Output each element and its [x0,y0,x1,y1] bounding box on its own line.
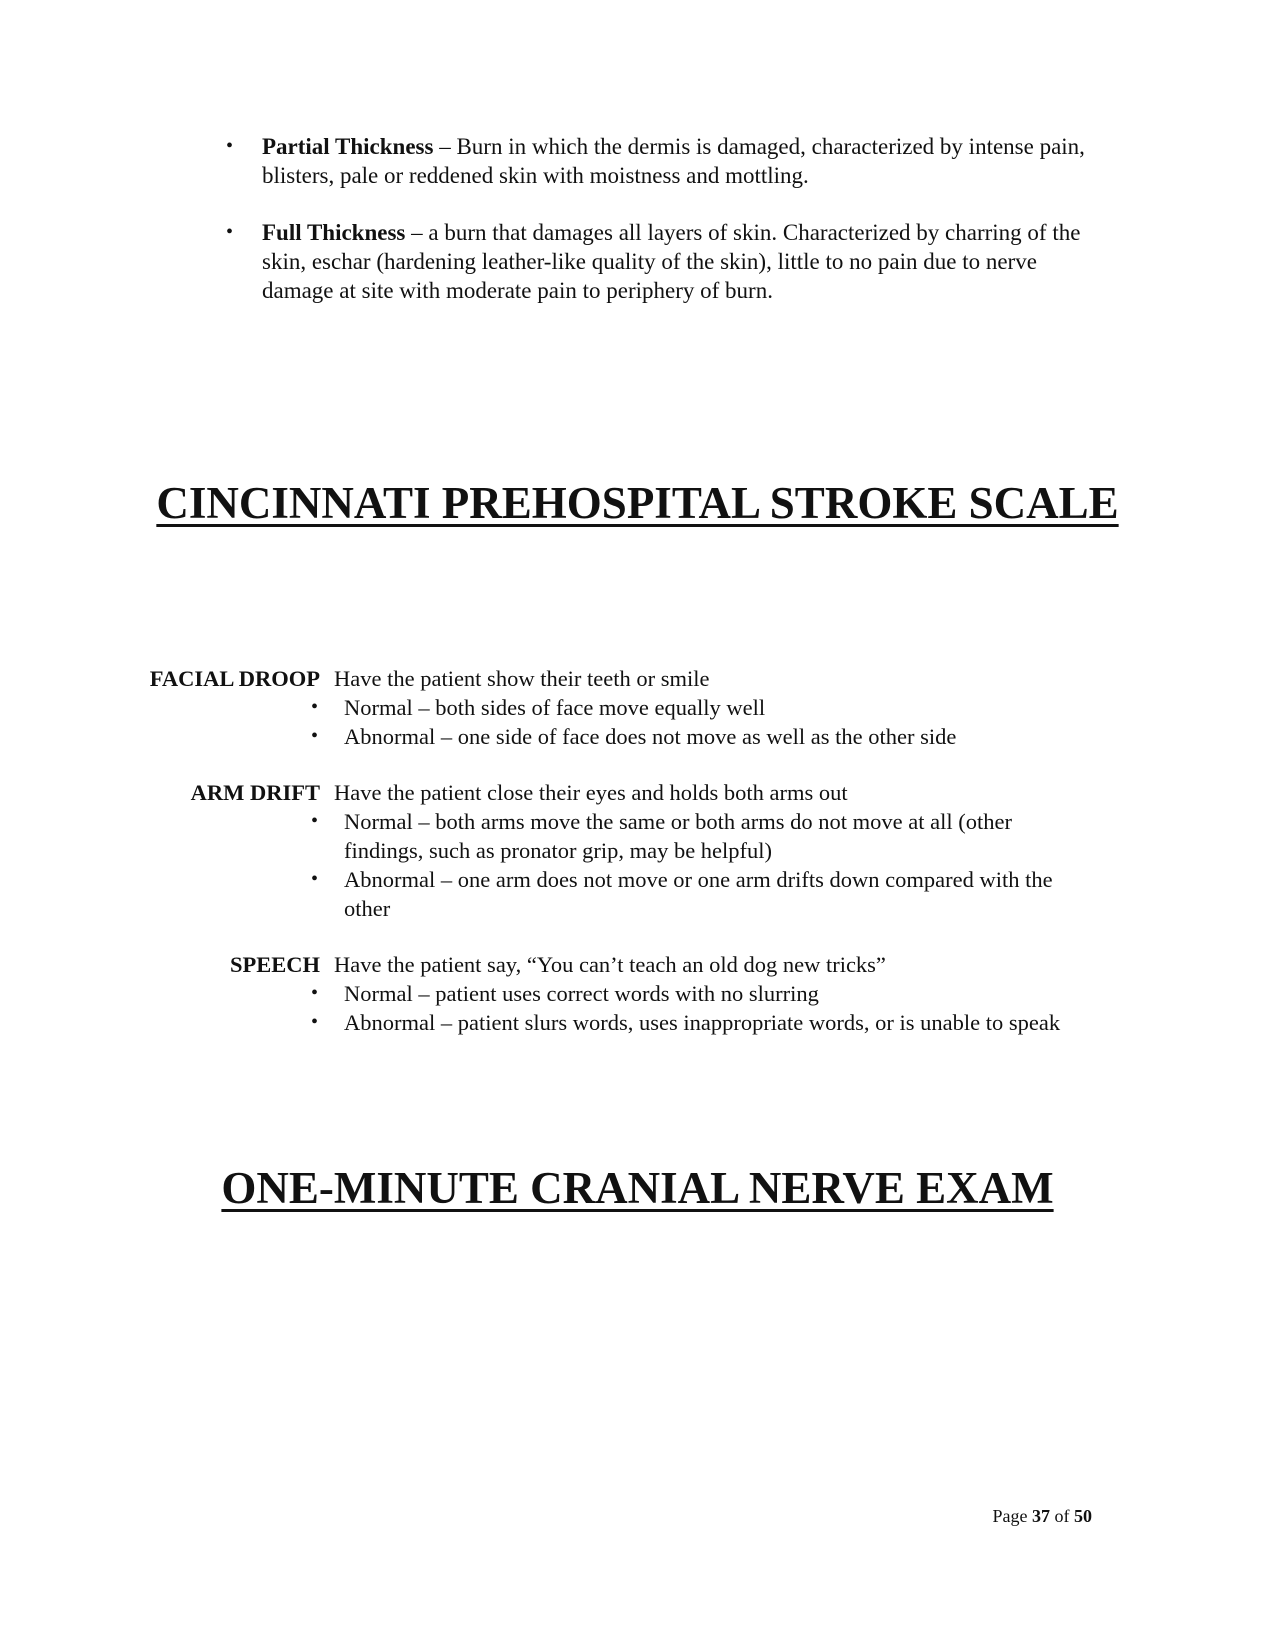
total-pages: 50 [1074,1506,1092,1526]
list-item [311,865,1089,923]
findings-list [311,693,1089,751]
burn-description: – Burn in which the dermis is damaged, characterized by intense pain, blisters, pale or reddened skin with moistness and mottling. [262,134,1085,188]
burn-types-list [222,132,1102,333]
scale-label: SPEECH [229,952,320,977]
scale-section-facial-droop [0,664,1275,751]
bullet-icon: • [226,221,234,243]
finding-text: Normal – both arms move the same or both arms do not move at all (other findings, such as pronator grip, may be helpful) [344,809,1012,863]
scale-label: ARM DRIFT [190,780,320,805]
list-item [311,722,1089,751]
burn-term: Partial Thickness [262,134,434,159]
scale-instruction: Have the patient close their eyes and holds both arms out [334,780,848,805]
finding-text: Abnormal – one side of face does not move as well as the other side [344,724,957,749]
finding-text: Normal – both sides of face move equally well [344,695,766,720]
finding-text: Abnormal – one arm does not move or one arm drifts down compared with the other [344,867,1053,921]
scale-label: FACIAL DROOP [149,666,320,691]
finding-text: Abnormal – patient slurs words, uses inappropriate words, or is unable to speak [344,1010,1061,1035]
current-page: 37 [1032,1506,1050,1526]
bullet-icon: • [311,810,319,832]
scale-section-arm-drift [0,778,1275,923]
list-item [311,979,1089,1008]
list-item [222,218,1102,305]
list-item [222,132,1102,190]
findings-list [311,807,1089,923]
page-number [993,1505,1093,1527]
bullet-icon: • [311,725,319,747]
list-item [311,807,1089,865]
list-item [311,1008,1089,1037]
bullet-icon: • [311,696,319,718]
list-item [311,693,1089,722]
scale-section-speech [0,950,1275,1037]
bullet-icon: • [311,982,319,1004]
stroke-scale [0,664,1275,1064]
scale-instruction: Have the patient show their teeth or smile [334,666,710,691]
burn-term: Full Thickness [262,220,406,245]
findings-list [311,979,1089,1037]
cranial-nerve-exam-title: ONE-MINUTE CRANIAL NERVE EXAM [221,1163,1054,1213]
of-word: of [1054,1506,1070,1526]
bullet-icon: • [311,868,319,890]
stroke-scale-title: CINCINNATI PREHOSPITAL STROKE SCALE [156,478,1119,528]
scale-instruction: Have the patient say, “You can’t teach an old dog new tricks” [334,952,886,977]
finding-text: Normal – patient uses correct words with no slurring [344,981,819,1006]
bullet-icon: • [226,135,234,157]
burn-description: – a burn that damages all layers of skin. Characterized by charring of the skin, eschar (hardening leather-like quality of the skin), little to no pain due to nerve damage at site with moderate pain to periphery of burn. [262,220,1081,303]
bullet-icon: • [311,1011,319,1033]
page-word: Page [992,1506,1028,1526]
